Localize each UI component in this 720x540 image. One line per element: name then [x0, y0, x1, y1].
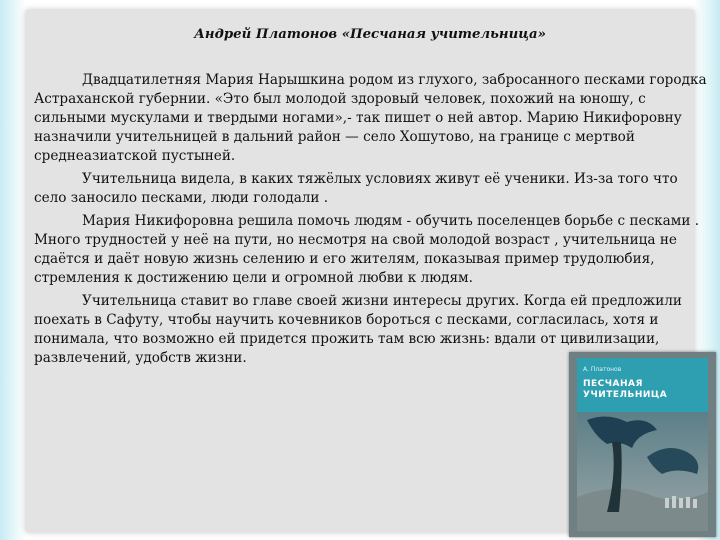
- book-cover-author: А. Платонов: [583, 366, 622, 373]
- slide-title: Андрей Платонов «Песчаная учительница»: [194, 27, 546, 42]
- body-text: [34, 71, 710, 372]
- book-cover-illustration: [577, 412, 708, 531]
- paragraph-4: Учительница ставит во главе своей жизни интересы других. Когда ей предложили поехать в Сафуту, чтобы научить кочевников бороться с песками, согласилась, хотя и понимала, что возможно ей придется прожить там всю жизнь: вдали от цивилизации, развлечений, удобств жизни.: [34, 293, 682, 366]
- book-cover-title: [583, 379, 703, 401]
- book-cover-title-line-2: УЧИТЕЛЬНИЦА: [583, 390, 668, 400]
- paragraph-1: Двадцатилетняя Мария Нарышкина родом из глухого, забросанного песками городка Астраханской губернии. «Это был молодой здоровый человек, похожий на юношу, с сильными мускулами и твердыми ногами»,- так пишет о ней автор. Марию Никифоровну назначили учительницей в дальний район — село Хошутово, на границе с мертвой среднеазиатской пустыней.: [34, 72, 707, 164]
- paragraph-2: Учительница видела, в каких тяжёлых условиях живут её ученики. Из-за того что село заносило песками, люди голодали .: [34, 171, 678, 206]
- book-cover-title-line-1: ПЕСЧАНАЯ: [583, 379, 643, 389]
- paragraph-3: Мария Никифоровна решила помочь людям - обучить поселенцев борьбе с песками . Много трудностей у неё на пути, но несмотря на свой молодой возраст , учительница не сдаётся и даёт новую жизнь селению и его жителям, показывая пример трудолюбия, стремления к достижению цели и огромной любви к людям.: [34, 213, 700, 286]
- book-cover-image: [569, 352, 716, 537]
